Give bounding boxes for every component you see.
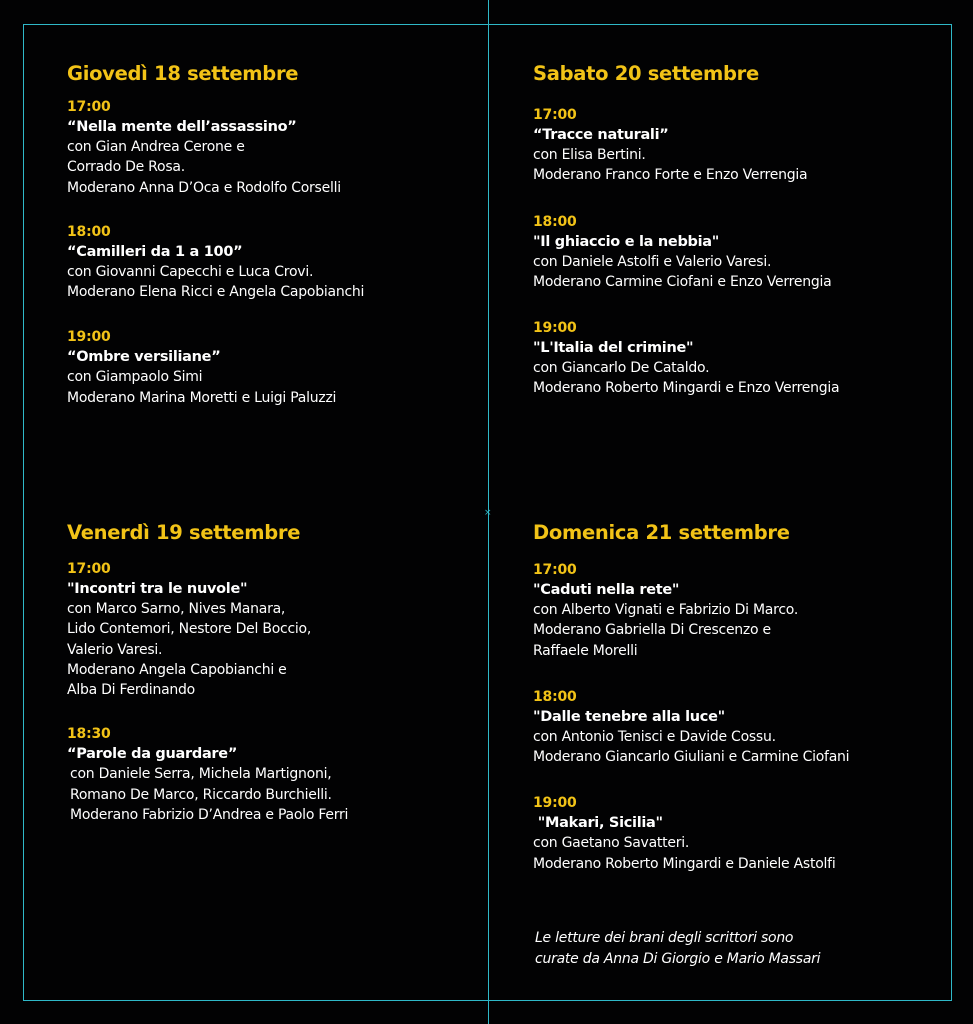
event-title: "L'Italia del crimine": [533, 340, 694, 357]
event-line: Moderano Roberto Mingardi e Daniele Astolfi: [533, 855, 836, 872]
event-line: Lido Contemori, Nestore Del Boccio,: [67, 621, 312, 638]
event-time: 18:00: [67, 223, 111, 240]
event-title: “Tracce naturali”: [533, 127, 669, 143]
event: [67, 559, 348, 700]
event-line: Valerio Varesi.: [67, 641, 163, 658]
event-line: Moderano Elena Ricci e Angela Capobianchi: [67, 284, 365, 301]
day-title: Domenica 21 settembre: [533, 521, 790, 544]
event-time: 17:00: [67, 99, 111, 115]
event: [533, 687, 849, 768]
event-title: “Ombre versiliane”: [67, 349, 221, 366]
day-sunday: [533, 521, 849, 874]
readings-note: [535, 928, 820, 970]
event-line: Moderano Angela Capobianchi e: [67, 661, 287, 678]
event-title: "Incontri tra le nuvole": [67, 581, 248, 597]
event-line: Moderano Roberto Mingardi e Enzo Verrengia: [533, 380, 840, 397]
event-time: 17:00: [533, 562, 577, 578]
event-time: 18:00: [533, 213, 577, 230]
event-line: Moderano Franco Forte e Enzo Verrengia: [533, 167, 808, 184]
event-line: Alba Di Ferdinando: [67, 682, 195, 699]
event-line: con Giovanni Capecchi e Luca Crovi.: [67, 263, 314, 280]
event-title: “Parole da guardare”: [67, 746, 238, 763]
note-line: curate da Anna Di Giorgio e Mario Massari: [535, 951, 821, 967]
day-thursday: [67, 62, 364, 408]
event-line: con Giancarlo De Cataldo.: [533, 360, 710, 377]
event-title: "Dalle tenebre alla luce": [533, 708, 725, 725]
day-title: Giovedì 18 settembre: [67, 62, 299, 85]
event-time: 18:00: [533, 688, 577, 705]
event-time: 19:00: [533, 320, 577, 337]
event-title: "Caduti nella rete": [533, 582, 680, 598]
event-line: Moderano Carmine Ciofani e Enzo Verrengia: [533, 273, 832, 290]
event-line: Moderano Fabrizio D’Andrea e Paolo Ferri: [70, 807, 349, 824]
event: [533, 318, 839, 399]
event-line: con Marco Sarno, Nives Manara,: [67, 601, 286, 617]
event-line: Moderano Giancarlo Giuliani e Carmine Ciofani: [533, 749, 850, 766]
event-line: Moderano Gabriella Di Crescenzo e: [533, 622, 771, 639]
event-title: “Nella mente dell’assassino”: [67, 119, 297, 135]
event-title: "Makari, Sicilia": [533, 815, 663, 832]
event-line: con Giampaolo Simi: [67, 369, 203, 386]
event-line: con Alberto Vignati e Fabrizio Di Marco.: [533, 602, 799, 618]
day-title: Venerdì 19 settembre: [67, 521, 301, 544]
event-line: con Antonio Tenisci e Davide Cossu.: [533, 728, 776, 745]
event-time: 19:00: [533, 795, 577, 812]
event-time: 17:00: [67, 561, 111, 577]
event-line: con Daniele Serra, Michela Martignoni,: [70, 766, 332, 783]
event-time: 18:30: [67, 726, 111, 743]
event-line: con Gian Andrea Cerone e: [67, 139, 245, 155]
day-title: Sabato 20 settembre: [533, 62, 759, 85]
event-line: con Daniele Astolfi e Valerio Varesi.: [533, 253, 772, 270]
event: [533, 105, 839, 186]
event-line: Corrado De Rosa.: [67, 159, 185, 176]
event-title: "Il ghiaccio e la nebbia": [533, 233, 720, 250]
center-mark-icon: ×: [484, 508, 492, 518]
event-time: 17:00: [533, 107, 577, 123]
event-line: Romano De Marco, Riccardo Burchielli.: [70, 786, 332, 803]
event-line: Raffaele Morelli: [533, 642, 638, 659]
event: [67, 724, 348, 825]
event-time: 19:00: [67, 329, 111, 346]
day-friday: [67, 521, 348, 825]
event-line: con Elisa Bertini.: [533, 147, 646, 163]
event: [533, 793, 849, 874]
event-line: Moderano Marina Moretti e Luigi Paluzzi: [67, 389, 337, 406]
event: [533, 560, 849, 661]
event-line: con Gaetano Savatteri.: [533, 835, 690, 852]
event-line: Moderano Anna D’Oca e Rodolfo Corselli: [67, 179, 341, 196]
event: [67, 97, 364, 198]
event: [67, 222, 364, 303]
event-title: “Camilleri da 1 a 100”: [67, 243, 243, 260]
note-line: Le letture dei brani degli scrittori sono: [535, 930, 794, 946]
event: [67, 327, 364, 408]
day-saturday: [533, 62, 839, 399]
event: [533, 212, 839, 293]
